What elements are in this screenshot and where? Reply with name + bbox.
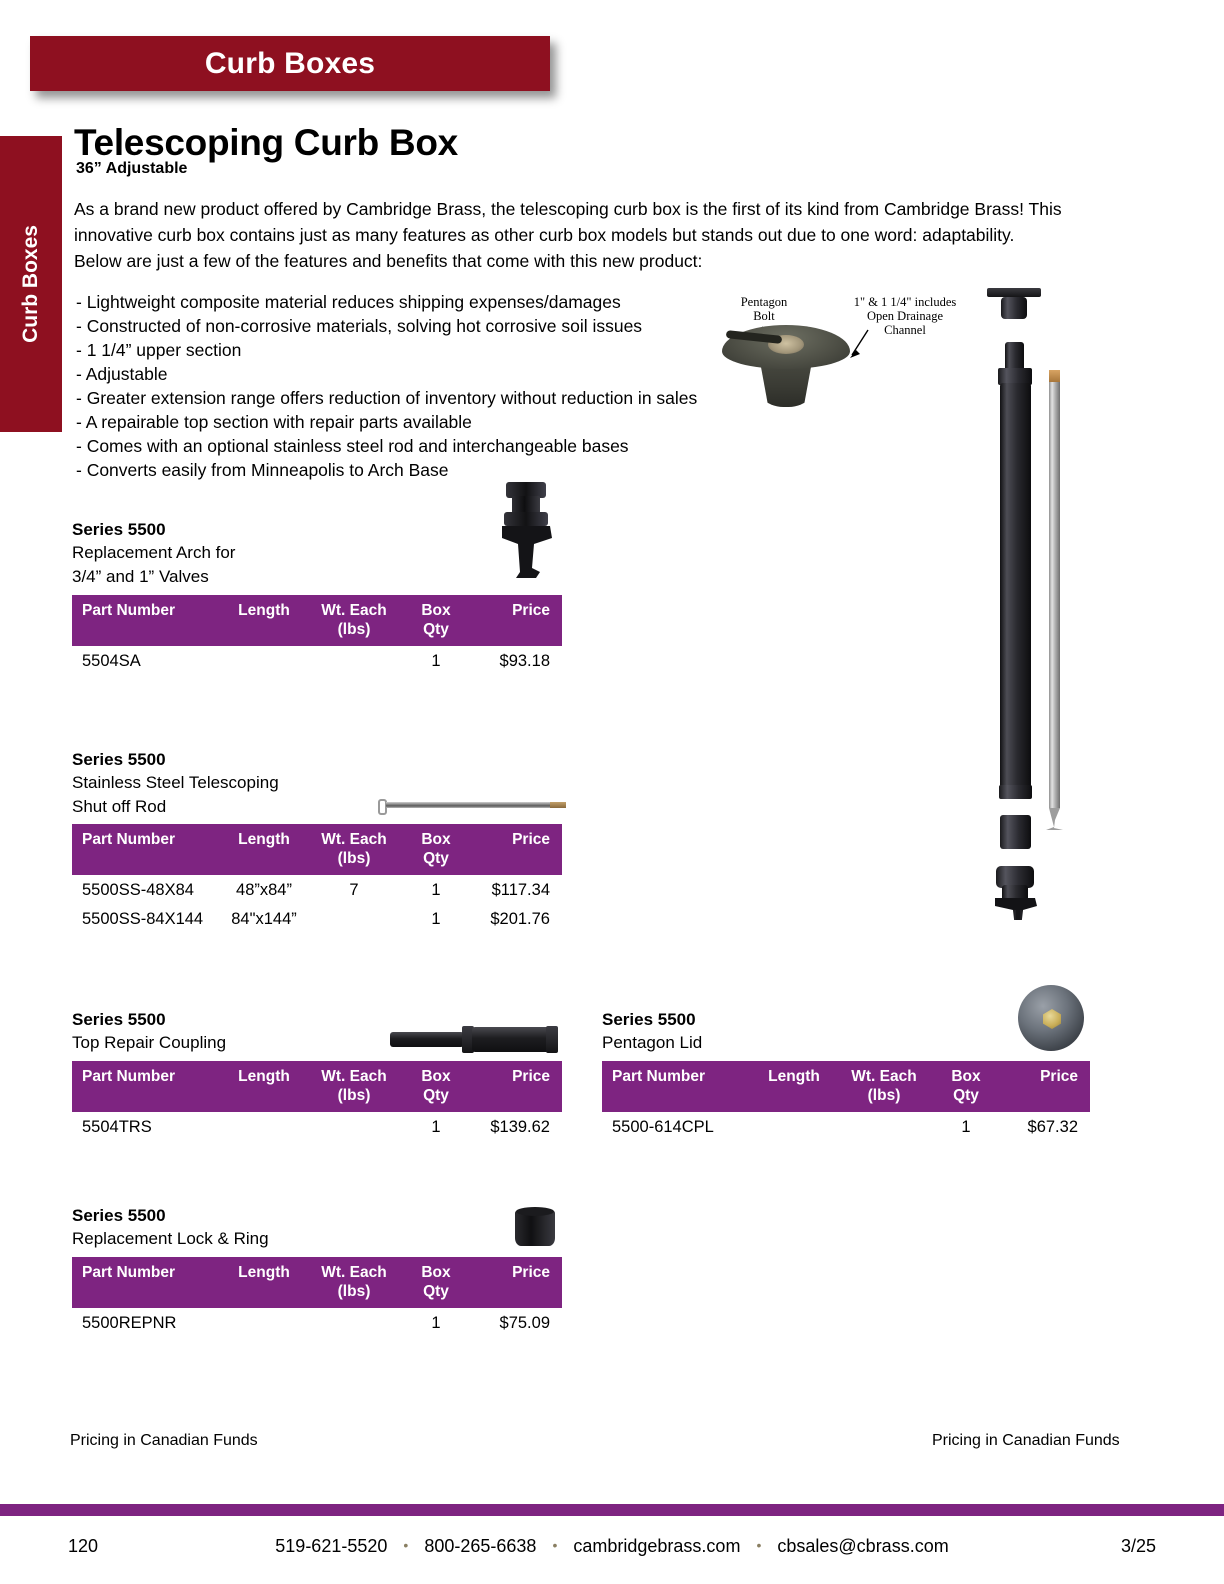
product-block-shutoff-rod — [72, 748, 562, 933]
table-header-row — [72, 824, 562, 875]
cell-part-number: 5500REPNR — [82, 1313, 177, 1332]
feature-item: - Comes with an optional stainless steel rod and interchangeable bases — [76, 436, 629, 456]
cell-box-qty: 1 — [431, 910, 441, 928]
rod-shaft — [386, 802, 552, 808]
table-header-row — [72, 1257, 562, 1308]
footer-purple-bar — [0, 1504, 1224, 1516]
column-header-wt-each-line1: Wt. Each — [321, 1263, 387, 1281]
page-title: Telescoping Curb Box — [74, 122, 458, 163]
column-header-wt-each — [308, 1257, 400, 1308]
footer-separator-icon: • — [552, 1537, 558, 1553]
footer-row — [0, 1536, 1224, 1562]
cell-part-number: 5500SS-48X84 — [82, 881, 194, 899]
pentagon-lid-cutaway-image — [700, 285, 880, 425]
cell-length: 48”x84” — [236, 881, 292, 899]
column-header-price: Price — [472, 595, 562, 646]
feature-item: - Converts easily from Minneapolis to Arch Base — [76, 460, 449, 480]
column-header-length: Length — [750, 1061, 838, 1112]
arch-photo-legs — [502, 526, 552, 578]
price-table — [72, 1257, 562, 1337]
cell-part-number: 5504TRS — [82, 1117, 152, 1136]
arch-photo-legs-svg — [488, 482, 568, 592]
column-header-box-qty — [400, 1257, 472, 1308]
cell-wt-each: 7 — [349, 881, 359, 899]
feature-item: - Greater extension range offers reduction of inventory without reduction in sales — [76, 388, 698, 408]
column-header-box-line1: Box — [951, 1067, 981, 1085]
column-header-part-number: Part Number — [72, 1061, 220, 1112]
column-header-wt-each — [308, 824, 400, 875]
table-row — [72, 1308, 562, 1337]
footer-website[interactable]: cambridgebrass.com — [573, 1536, 741, 1556]
intro-paragraph: As a brand new product offered by Cambridge Brass, the telescoping curb box is the first of its kind from Cambridge Brass! This innovative curb box contains just as many features as other curb box models but stands out due to one word: adaptability. Below are just a few of the features and benefits that come with this new product: — [74, 199, 1062, 271]
column-header-part-number: Part Number — [72, 1257, 220, 1308]
cell-length — [750, 1112, 838, 1141]
footer-contact-info — [0, 1536, 1224, 1557]
features-list — [76, 290, 736, 482]
cell-price: $75.09 — [499, 1313, 550, 1332]
column-header-wt-each-line1: Wt. Each — [851, 1067, 917, 1085]
column-header-price: Price — [472, 1257, 562, 1308]
annotation-drainage-line1: 1" & 1 1/4" includes — [853, 295, 957, 309]
column-header-length: Length — [220, 595, 308, 646]
pricing-note-right: Pricing in Canadian Funds — [932, 1432, 1120, 1449]
table-row — [72, 1112, 562, 1141]
column-header-box-line2: Qty — [423, 850, 449, 867]
column-header-box-line2: Qty — [423, 1282, 449, 1300]
column-header-box-line1: Box — [421, 1067, 451, 1085]
cell-box-qty: 1 — [431, 652, 441, 670]
feature-item: - A repairable top section with repair parts available — [76, 412, 472, 432]
cell-part-number: 5504SA — [82, 652, 141, 670]
coupling-end-flange — [546, 1026, 558, 1053]
column-header-price: Price — [472, 1061, 562, 1112]
footer-revision: 3/25 — [1120, 1536, 1156, 1556]
product-desc-line1: Replacement Lock & Ring — [72, 1229, 269, 1248]
cell-length — [220, 646, 308, 675]
annotated-lid-photo — [700, 285, 990, 435]
footer-phone-2[interactable]: 800-265-6638 — [424, 1536, 537, 1556]
column-header-box-line1: Box — [421, 1263, 451, 1281]
footer-separator-icon: • — [756, 1537, 762, 1553]
top-repair-coupling-photo — [390, 1022, 565, 1056]
table-row — [72, 904, 562, 933]
column-header-wt-each-line1: Wt. Each — [321, 602, 387, 619]
cell-box-qty: 1 — [431, 1313, 441, 1332]
column-header-part-number: Part Number — [72, 824, 220, 875]
product-desc-line1: Stainless Steel Telescoping — [72, 773, 279, 792]
cell-length: 84"x144” — [231, 910, 297, 928]
column-header-box-qty — [400, 824, 472, 875]
column-header-wt-each-line2: (lbs) — [337, 1282, 371, 1300]
table-row — [602, 1112, 1090, 1141]
cell-wt-each — [308, 1112, 400, 1141]
side-tab-curb-boxes — [0, 136, 62, 432]
annotation-pentagon-bolt-line1: Pentagon — [740, 295, 788, 309]
product-series: Series 5500 — [72, 520, 166, 539]
replacement-lock-ring-photo — [515, 1206, 561, 1248]
cell-length — [220, 1112, 308, 1141]
product-desc-line2: Shut off Rod — [72, 796, 167, 816]
column-header-box-line1: Box — [421, 602, 451, 619]
price-table — [72, 824, 562, 933]
section-banner — [30, 36, 550, 91]
table-header-row — [72, 1061, 562, 1112]
column-header-box-line1: Box — [421, 831, 451, 848]
column-header-box-qty — [400, 595, 472, 646]
feature-item: - 1 1/4” upper section — [76, 340, 242, 360]
product-series: Series 5500 — [72, 750, 166, 769]
column-header-length: Length — [220, 824, 308, 875]
column-header-wt-each-line1: Wt. Each — [321, 831, 387, 848]
cell-price: $201.76 — [490, 910, 550, 928]
column-header-box-line2: Qty — [423, 621, 449, 638]
page-subtitle: 36” Adjustable — [76, 160, 188, 177]
feature-item: - Lightweight composite material reduces shipping expenses/damages — [76, 292, 621, 312]
cell-wt-each — [308, 646, 400, 675]
product-series: Series 5500 — [602, 1010, 696, 1029]
table-row — [72, 875, 562, 904]
footer-page-number: 120 — [68, 1536, 99, 1556]
column-header-wt-each-line2: (lbs) — [337, 621, 371, 638]
cell-box-qty: 1 — [431, 1117, 441, 1136]
rod-foot — [1046, 808, 1063, 830]
cell-wt-each — [308, 904, 400, 933]
product-desc-line1: Replacement Arch for — [72, 543, 236, 562]
cell-price: $67.32 — [1027, 1117, 1078, 1136]
price-table — [602, 1061, 1090, 1141]
price-table — [72, 1061, 562, 1141]
pentagon-lid-photo — [1018, 985, 1084, 1051]
column-header-price: Price — [1002, 1061, 1090, 1112]
section-banner-title: Curb Boxes — [204, 46, 376, 80]
cell-price: $117.34 — [491, 881, 550, 899]
coupling-large-end — [472, 1027, 550, 1052]
cell-box-qty: 1 — [431, 881, 441, 899]
annotation-pentagon-bolt-line2: Bolt — [753, 309, 775, 323]
product-desc-line1: Top Repair Coupling — [72, 1033, 227, 1052]
cell-price: $93.18 — [499, 652, 550, 670]
column-header-wt-each-line2: (lbs) — [337, 1086, 371, 1104]
replacement-arch-photo — [488, 482, 568, 592]
cell-wt-each — [838, 1112, 930, 1141]
feature-item: - Adjustable — [76, 364, 168, 384]
column-header-box-line2: Qty — [953, 1086, 979, 1104]
product-block-lock-and-ring — [72, 1204, 562, 1337]
cell-box-qty: 1 — [961, 1117, 971, 1136]
rod-foot-svg — [965, 280, 1085, 920]
footer-separator-icon: • — [403, 1537, 409, 1553]
product-desc-line1: Pentagon Lid — [602, 1033, 703, 1052]
cell-price: $139.62 — [490, 1117, 550, 1136]
feature-item: - Constructed of non-corrosive materials, solving hot corrosive soil issues — [76, 316, 643, 336]
product-series: Series 5500 — [72, 1206, 166, 1225]
column-header-wt-each — [838, 1061, 930, 1112]
pricing-note-left: Pricing in Canadian Funds — [70, 1432, 258, 1449]
product-desc-line2: 3/4” and 1” Valves — [72, 566, 209, 586]
column-header-price: Price — [472, 824, 562, 875]
table-header-row — [602, 1061, 1090, 1112]
column-header-part-number: Part Number — [602, 1061, 750, 1112]
column-header-length: Length — [220, 1257, 308, 1308]
column-header-wt-each — [308, 595, 400, 646]
annotation-drainage-line3: Channel — [884, 323, 926, 337]
product-block-pentagon-lid — [602, 1008, 1090, 1141]
column-header-box-qty — [930, 1061, 1002, 1112]
table-row — [72, 646, 562, 675]
column-header-box-qty — [400, 1061, 472, 1112]
shutoff-rod-photo — [378, 798, 568, 814]
price-table — [72, 595, 562, 675]
column-header-wt-each-line2: (lbs) — [867, 1086, 901, 1104]
side-tab-label: Curb Boxes — [19, 225, 43, 343]
column-header-wt-each-line2: (lbs) — [337, 850, 371, 867]
column-header-length: Length — [220, 1061, 308, 1112]
column-header-wt-each-line1: Wt. Each — [321, 1067, 387, 1085]
footer-email[interactable]: cbsales@cbrass.com — [777, 1536, 949, 1556]
cell-wt-each — [308, 1308, 400, 1337]
telescoping-curb-box-exploded-photo — [965, 280, 1085, 920]
column-header-part-number: Part Number — [72, 595, 220, 646]
cell-part-number: 5500-614CPL — [612, 1117, 714, 1136]
rod-tip — [550, 802, 566, 808]
table-header-row — [72, 595, 562, 646]
footer-phone-1[interactable]: 519-621-5520 — [275, 1536, 388, 1556]
product-series: Series 5500 — [72, 1010, 166, 1029]
annotation-drainage-line2: Open Drainage — [866, 309, 943, 323]
column-header-wt-each — [308, 1061, 400, 1112]
coupling-small-end — [390, 1032, 464, 1047]
column-header-box-line2: Qty — [423, 1086, 449, 1104]
lock-ring-rim — [516, 1207, 554, 1216]
cell-part-number: 5500SS-84X144 — [82, 910, 204, 928]
cell-length — [220, 1308, 308, 1337]
